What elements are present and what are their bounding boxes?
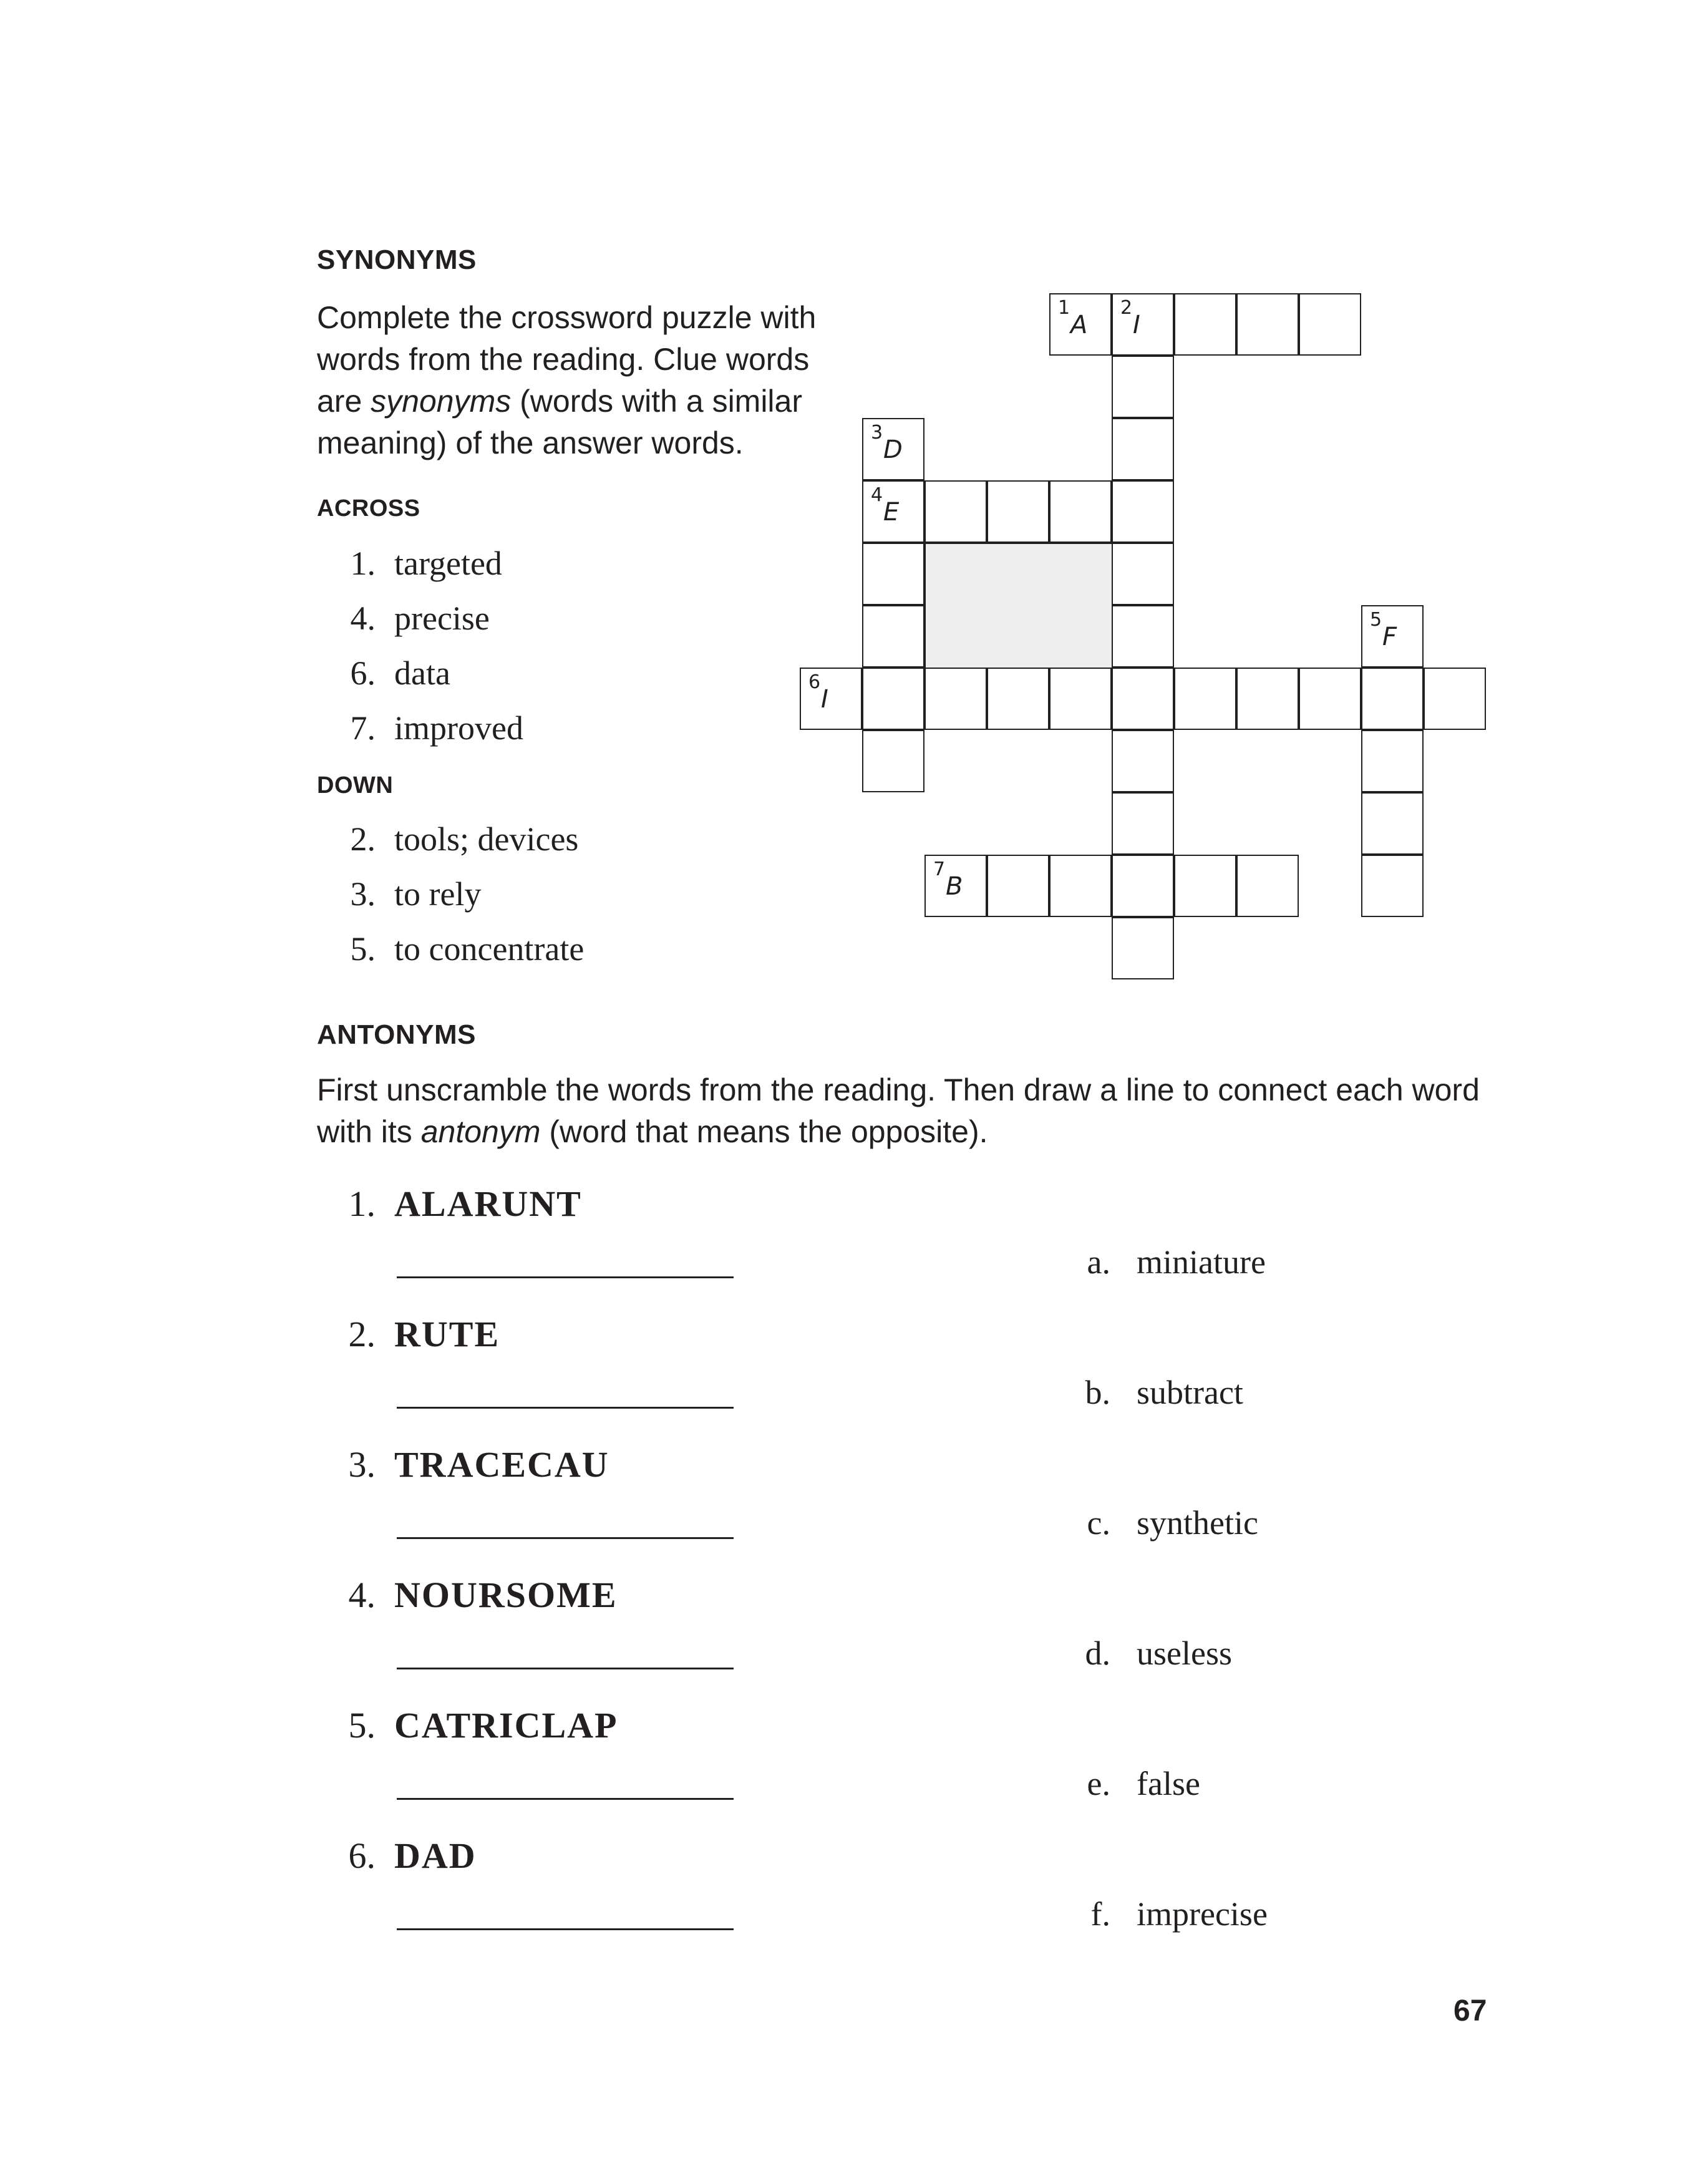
crossword-cell[interactable] — [1112, 356, 1174, 418]
page-number: 67 — [1453, 1994, 1487, 2028]
synonyms-instructions — [317, 297, 816, 464]
clue-text: to concentrate — [394, 930, 585, 968]
scrambled-word: ALARUNT — [394, 1183, 582, 1224]
crossword-cell[interactable] — [862, 668, 924, 730]
answer-line[interactable] — [397, 1407, 734, 1409]
crossword-cell[interactable] — [1049, 293, 1112, 356]
crossword-cell[interactable] — [1112, 792, 1174, 855]
crossword-cell[interactable] — [987, 855, 1049, 917]
crossword-cell[interactable] — [987, 480, 1049, 543]
scrambled-word: CATRICLAP — [394, 1705, 618, 1746]
clue-number: 1. — [350, 545, 376, 582]
crossword-cell[interactable] — [1236, 293, 1299, 356]
crossword-cell[interactable] — [1236, 855, 1299, 917]
crossword-cell[interactable] — [1424, 668, 1486, 730]
instruction-line: are synonyms (words with a similar — [317, 384, 802, 419]
crossword-cell[interactable] — [1112, 605, 1174, 668]
item-number: 1. — [348, 1183, 376, 1224]
cell-letter: I — [821, 685, 828, 714]
choice-word: false — [1137, 1765, 1200, 1802]
cell-number: 1 — [1058, 297, 1070, 319]
crossword-cell[interactable] — [1112, 917, 1174, 979]
clue-number: 7. — [350, 709, 376, 747]
cell-letter: E — [883, 498, 900, 527]
crossword-cell[interactable] — [924, 480, 987, 543]
clue-text: tools; devices — [394, 820, 579, 858]
crossword-cell[interactable] — [1112, 418, 1174, 480]
clue-text: targeted — [394, 545, 502, 582]
cell-letter: B — [946, 872, 963, 901]
crossword-cell[interactable] — [1112, 480, 1174, 543]
crossword-cell[interactable] — [1049, 668, 1112, 730]
answer-line[interactable] — [397, 1668, 734, 1669]
choice-letter: e. — [1087, 1765, 1110, 1802]
crossword-cell[interactable] — [1361, 730, 1424, 792]
answer-line[interactable] — [397, 1276, 734, 1278]
cell-letter: F — [1382, 623, 1397, 651]
crossword-cell[interactable] — [1299, 668, 1361, 730]
choice-letter: a. — [1087, 1243, 1110, 1281]
scrambled-word: RUTE — [394, 1314, 500, 1354]
item-number: 6. — [348, 1835, 376, 1876]
cell-number: 5 — [1370, 609, 1382, 631]
crossword-cell[interactable] — [862, 418, 924, 480]
cell-number: 4 — [871, 484, 883, 506]
crossword-cell[interactable] — [862, 730, 924, 792]
down-heading: DOWN — [317, 772, 394, 799]
crossword-cell[interactable] — [1112, 730, 1174, 792]
clue-text: to rely — [394, 875, 482, 913]
instruction-line: words from the reading. Clue words — [317, 342, 810, 377]
crossword-cell[interactable] — [987, 668, 1049, 730]
choice-word: synthetic — [1137, 1504, 1258, 1542]
choice-letter: d. — [1085, 1634, 1110, 1672]
cell-letter: A — [1070, 311, 1088, 339]
item-number: 3. — [348, 1444, 376, 1485]
scrambled-word: TRACECAU — [394, 1444, 609, 1485]
antonyms-heading: ANTONYMS — [317, 1019, 476, 1050]
instruction-line: Complete the crossword puzzle with — [317, 300, 817, 335]
cell-number: 6 — [808, 671, 821, 693]
choice-word: subtract — [1137, 1374, 1243, 1411]
antonym-term: antonym — [420, 1114, 541, 1149]
synonyms-heading: SYNONYMS — [317, 245, 477, 275]
item-number: 5. — [348, 1705, 376, 1746]
crossword-cell[interactable] — [924, 855, 987, 917]
instruction-line: meaning) of the answer words. — [317, 425, 744, 460]
crossword-cell[interactable] — [800, 668, 862, 730]
crossword-cell[interactable] — [862, 543, 924, 605]
instruction-line: First unscramble the words from the reading. Then draw a line to connect each word — [317, 1072, 1480, 1107]
choice-word: miniature — [1137, 1243, 1266, 1281]
item-number: 4. — [348, 1575, 376, 1615]
scrambled-word: DAD — [394, 1835, 477, 1876]
choice-word: imprecise — [1137, 1895, 1268, 1933]
clue-number: 6. — [350, 654, 376, 692]
crossword-cell[interactable] — [1361, 668, 1424, 730]
choice-letter: c. — [1087, 1504, 1110, 1542]
answer-line[interactable] — [397, 1798, 734, 1800]
antonyms-instructions — [317, 1069, 1480, 1153]
choice-word: useless — [1137, 1634, 1232, 1672]
crossword-cell[interactable] — [1361, 792, 1424, 855]
cell-letter: D — [883, 435, 903, 464]
synonyms-term: synonyms — [371, 384, 512, 419]
crossword-cell[interactable] — [1174, 293, 1236, 356]
crossword-cell[interactable] — [1174, 668, 1236, 730]
crossword-cell[interactable] — [924, 668, 987, 730]
cell-letter: I — [1133, 311, 1140, 339]
crossword-cell[interactable] — [862, 605, 924, 668]
cell-number: 3 — [871, 422, 883, 444]
crossword-cell[interactable] — [1112, 543, 1174, 605]
clue-number: 3. — [350, 875, 376, 913]
answer-line[interactable] — [397, 1928, 734, 1930]
instruction-line: with its antonym (word that means the opposite). — [317, 1114, 988, 1149]
crossword-cell[interactable] — [1236, 668, 1299, 730]
shaded-block — [924, 543, 1113, 669]
crossword-cell[interactable] — [1361, 855, 1424, 917]
crossword-cell[interactable] — [1112, 668, 1174, 730]
clue-number: 4. — [350, 600, 376, 637]
cell-number: 2 — [1120, 297, 1133, 319]
cell-number: 7 — [933, 858, 946, 880]
clue-number: 5. — [350, 930, 376, 968]
across-heading: ACROSS — [317, 495, 420, 522]
scrambled-word: NOURSOME — [394, 1575, 618, 1615]
crossword-cell[interactable] — [1174, 855, 1236, 917]
clue-text: data — [394, 654, 450, 692]
crossword-cell[interactable] — [1049, 855, 1112, 917]
crossword-cell[interactable] — [1112, 293, 1174, 356]
clue-number: 2. — [350, 820, 376, 858]
crossword-cell[interactable] — [1361, 605, 1424, 668]
choice-letter: f. — [1090, 1895, 1110, 1933]
crossword-cell[interactable] — [862, 480, 924, 543]
item-number: 2. — [348, 1314, 376, 1354]
crossword-cell[interactable] — [1049, 480, 1112, 543]
clue-text: improved — [394, 709, 523, 747]
answer-line[interactable] — [397, 1537, 734, 1539]
crossword-cell[interactable] — [1299, 293, 1361, 356]
clue-text: precise — [394, 600, 490, 637]
crossword-cell[interactable] — [1112, 855, 1174, 917]
choice-letter: b. — [1085, 1374, 1110, 1411]
